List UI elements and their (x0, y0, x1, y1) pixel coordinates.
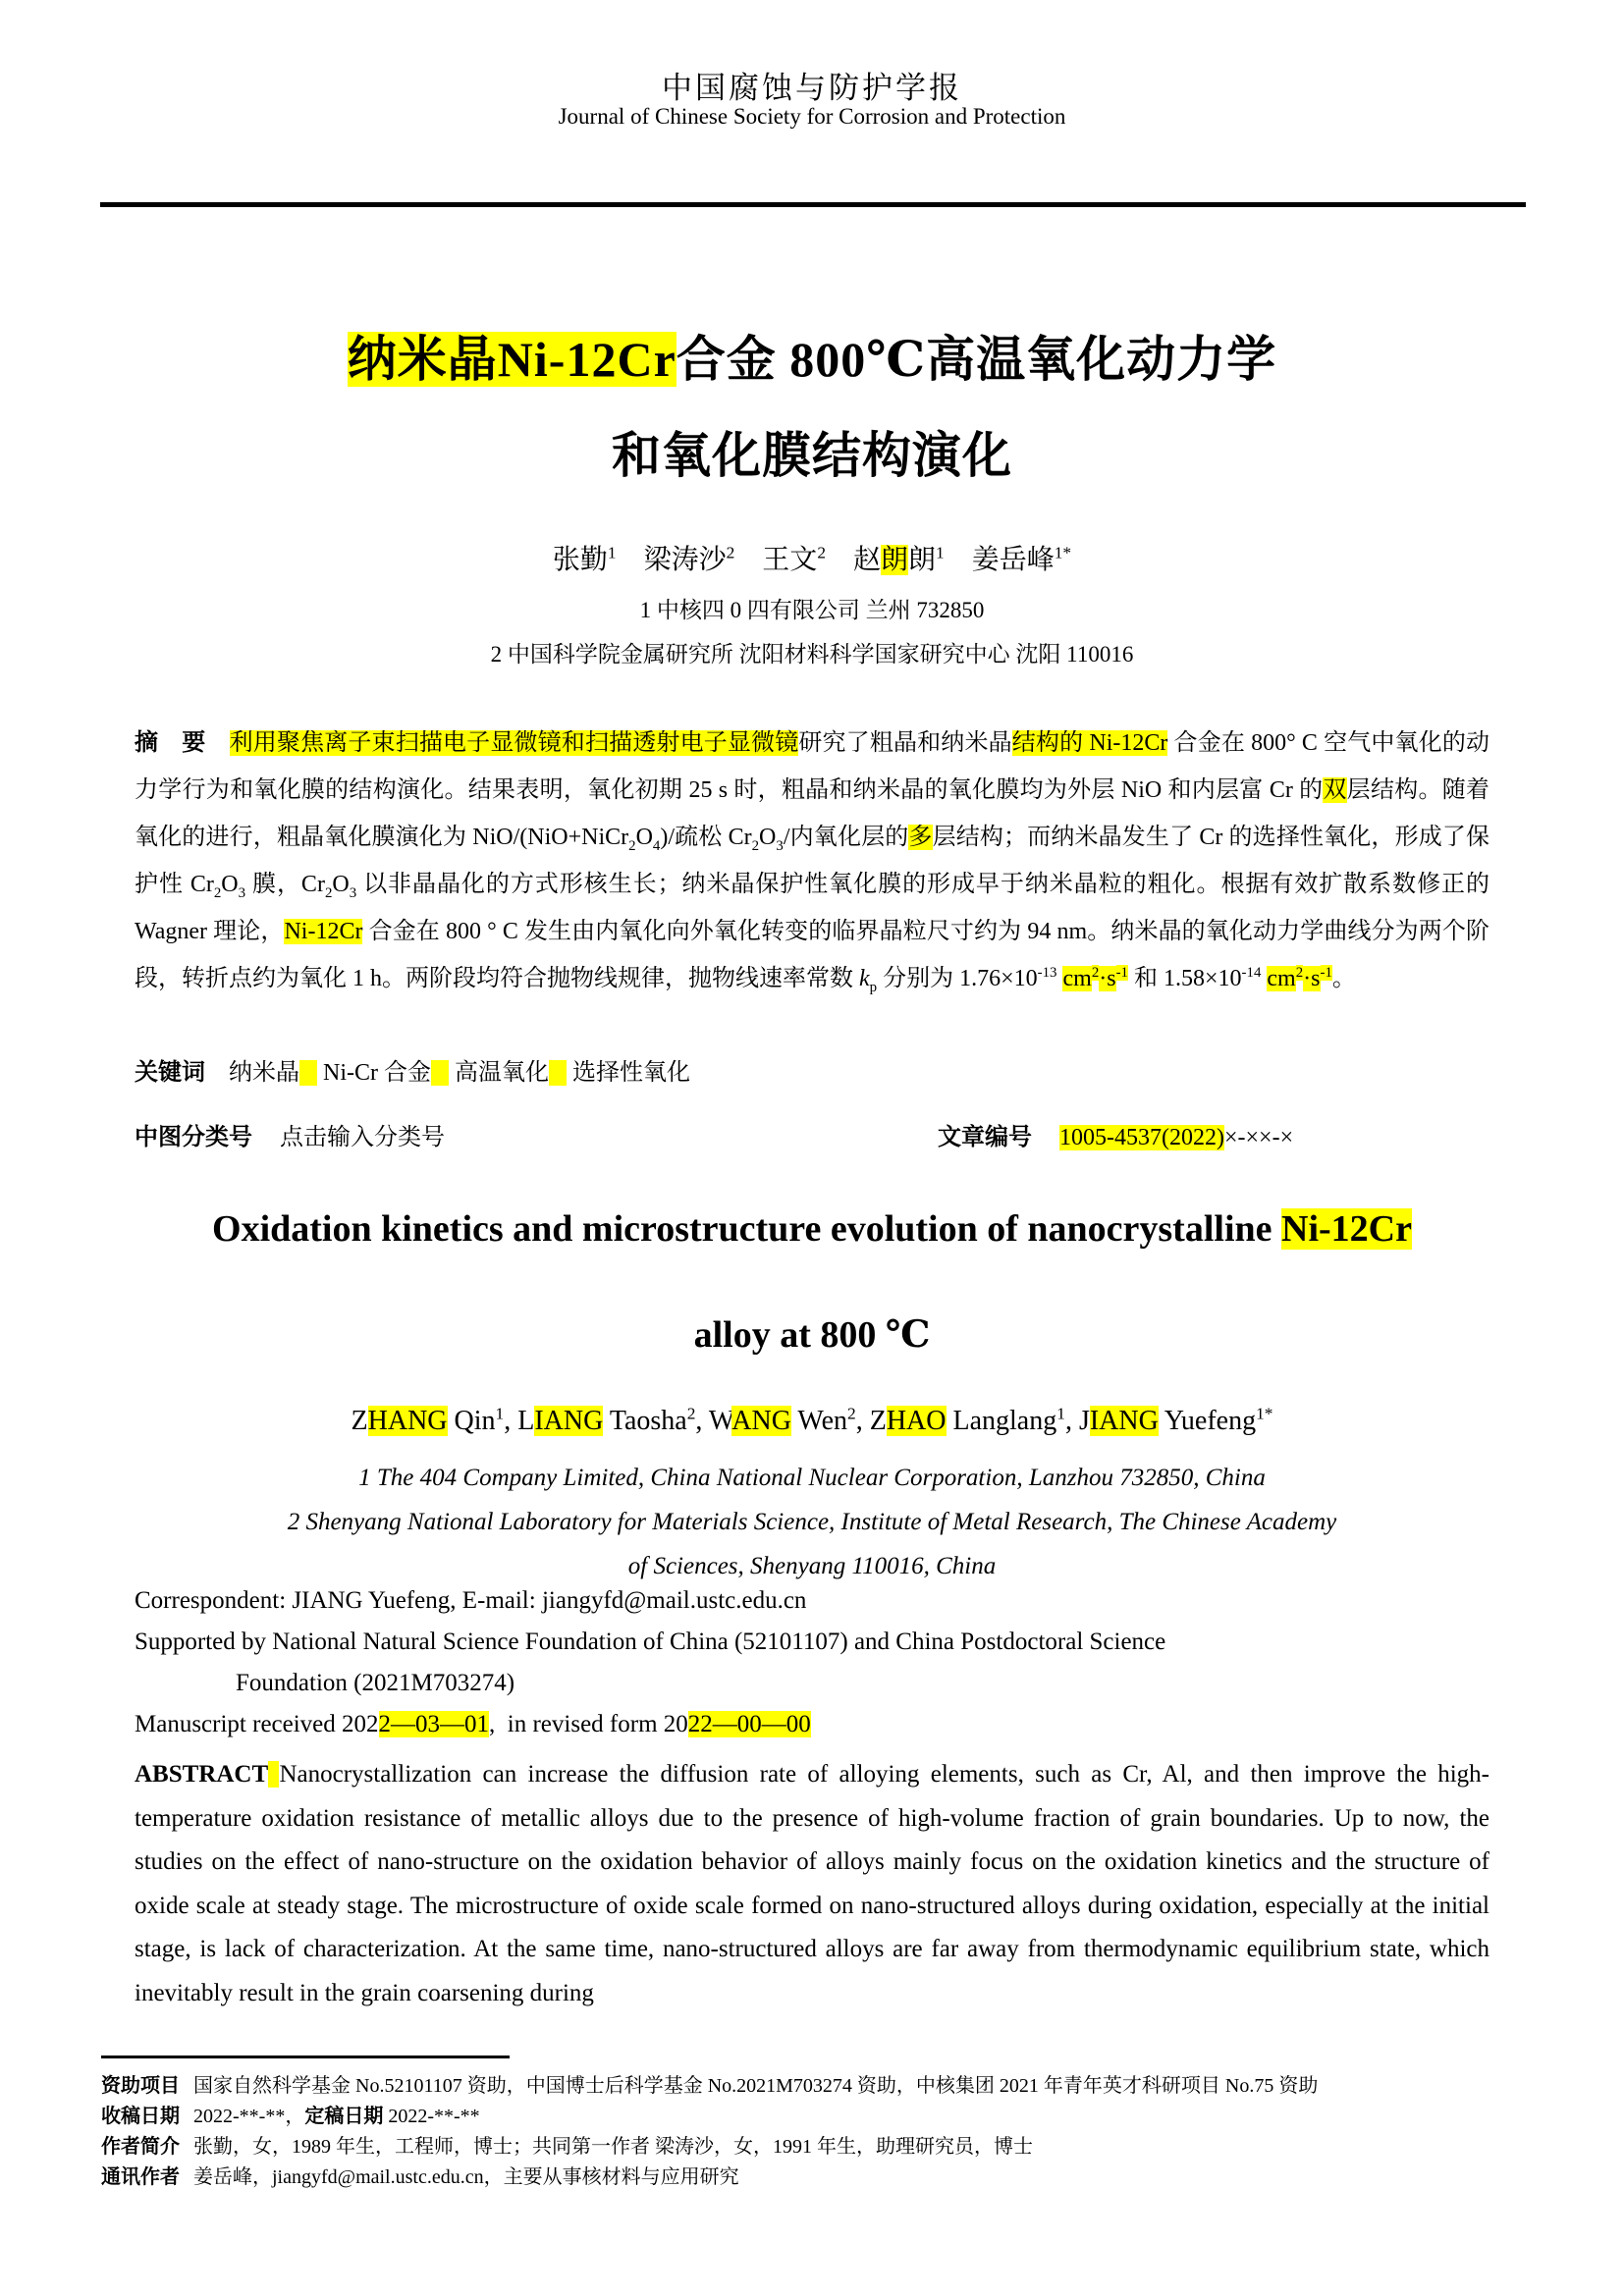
article-number-suffix: ×-××-× (1223, 1125, 1294, 1150)
keywords-zh: 关键词 纳米晶 Ni-Cr 合金 高温氧化 选择性氧化 (135, 1060, 690, 1086)
article-number-field (938, 1117, 1293, 1151)
footnote-funding (101, 2071, 1523, 2102)
article-number-highlight: 1005-4537(2022) (1059, 1125, 1224, 1150)
clc-field (135, 1117, 445, 1151)
header-rule (100, 202, 1526, 207)
footnote-rule (101, 2056, 510, 2058)
footnote-block (101, 2071, 1523, 2193)
affiliation-zh-1: 1 中核四 0 四有限公司 兰州 732850 (639, 598, 985, 622)
footnote-dates-label: 收稿日期 (101, 2106, 180, 2127)
footnote-bio-text: 张勤，女，1989 年生，工程师，博士；共同第一作者 梁涛沙，女，1991 年生，助理研究员，博士 (193, 2136, 1033, 2158)
footnote-corresponding-label: 通讯作者 (101, 2166, 180, 2188)
footnote-corresponding-text: 姜岳峰，jiangyfd@mail.ustc.edu.cn，主要从事核材料与应用研究 (193, 2166, 739, 2188)
footnote-funding-label: 资助项目 (101, 2075, 180, 2097)
footnote-dates-text: 2022-**-**，定稿日期 2022-**-** (193, 2106, 480, 2127)
clc-label: 中图分类号 (135, 1125, 252, 1150)
correspondent-line: Correspondent: JIANG Yuefeng, E-mail: jiangyfd@mail.ustc.edu.cn (135, 1587, 807, 1614)
funding-line1: Supported by National Natural Science Foundation of China (52101107) and China Postdoctoral Science (135, 1629, 1166, 1655)
journal-title-en: Journal of Chinese Society for Corrosion and Protection (558, 104, 1066, 129)
footnote-corresponding (101, 2163, 1523, 2193)
footnote-dates (101, 2102, 1523, 2132)
funding-line2: Foundation (2021M703274) (236, 1670, 515, 1696)
clc-input-placeholder[interactable]: 点击输入分类号 (280, 1125, 445, 1150)
paper-title-zh-line2: 和氧化膜结构演化 (612, 428, 1012, 483)
journal-title-zh: 中国腐蚀与防护学报 (662, 71, 962, 105)
authors-zh: 张勤$^1$ 梁涛沙$^2$ 王文$^2$ 赵朗朗$^1$ 姜岳峰$^{1*}$ (552, 543, 1072, 575)
affiliation-en-2-line1: 2 Shenyang National Laboratory for Materials Science, Institute of Metal Research, The Chinese Academy (287, 1509, 1337, 1535)
footnote-funding-text: 国家自然科学基金 No.52101107 资助，中国博士后科学基金 No.2021M703274 资助，中核集团 2021 年青年英才科研项目 No.75 资助 (193, 2075, 1319, 2097)
manuscript-dates-line: Manuscript received 2022—03—01, in revised form 2022—00—00 (135, 1711, 811, 1737)
article-number-label: 文章编号 (938, 1125, 1032, 1150)
abstract-en: ABSTRACT Nanocrystallization can increase the diffusion rate of alloying elements, such as Cr, Al, and then improve the high-temperature oxidation resistance of metallic alloys due to the presence of high-volume fraction of grain boundaries. Up to now, the studies on the effect of nano-structure on the oxidation behavior of alloys mainly focus on the oxidation kinetics and the structure of oxide scale at steady stage. The microstructure of oxide scale formed on nano-structured alloys during oxidation, especially at the initial stage, is lack of characterization. At the same time, nano-structured alloys are far away from thermodynamic equilibrium state, which inevitably result in the grain coarsening during (135, 1761, 1489, 2006)
authors-en: ZHANG Qin$^1$, LIANG Taosha$^2$, WANG Wen$^2$, ZHAO Langlang$^1$, JIANG Yuefeng$^{1*}$ (351, 1404, 1273, 1436)
affiliation-en-2-line2: of Sciences, Shenyang 110016, China (627, 1553, 997, 1579)
classification-row (135, 1117, 1489, 1156)
affiliation-zh-2: 2 中国科学院金属研究所 沈阳材料科学国家研究中心 沈阳 110016 (490, 642, 1134, 667)
footnote-bio-label: 作者简介 (101, 2136, 180, 2158)
paper-title-en-line1: Oxidation kinetics and microstructure evolution of nanocrystalline Ni-12Cr (212, 1208, 1412, 1250)
affiliation-en-1: 1 The 404 Company Limited, China National Nuclear Corporation, Lanzhou 732850, China (358, 1465, 1266, 1491)
footnote-bio (101, 2132, 1523, 2163)
paper-title-en-line2: alloy at 800 ℃ (693, 1314, 931, 1356)
abstract-zh: 摘 要 利用聚焦离子束扫描电子显微镜和扫描透射电子显微镜研究了粗晶和纳米晶结构的 Ni-12Cr 合金在 800° C 空气中氧化的动力学行为和氧化膜的结构演化。结果表明，氧化初期 25 s 时，粗晶和纳米晶的氧化膜均为外层 NiO 和内层富 Cr 的双层结构。随着氧化的进行，粗晶氧化膜演化为 NiO/$(NiO+NiCr_2O_4)/$疏松 $Cr_2O_3/$内氧化层的多层结构；而纳米晶发生了 Cr 的选择性氧化，形成了保护性 $Cr_2O_3$ 膜，$Cr_2O_3$ 以非晶晶化的方式形核生长；纳米晶保护性氧化膜的形成早于纳米晶粒的粗化。根据有效扩散系数修正的 Wagner 理论，Ni-12Cr 合金在 800 ° C 发生由内氧化向外氧化转变的临界晶粒尺寸约为 94 nm。纳米晶的氧化动力学曲线分为两个阶段，转折点约为氧化 1 h。两阶段均符合抛物线规律，抛物线速率常数 $k_p$ 分别为 $1.76\times 10^{-13}$ $cm^2\cdot s^{-1}$ 和 $1.58\times 10^{-14}$ $cm^2\cdot s^{-1}$。 (135, 730, 1490, 995)
paper-title-zh-line1: 纳米晶Ni-12Cr合金 800℃高温氧化动力学 (347, 332, 1277, 387)
